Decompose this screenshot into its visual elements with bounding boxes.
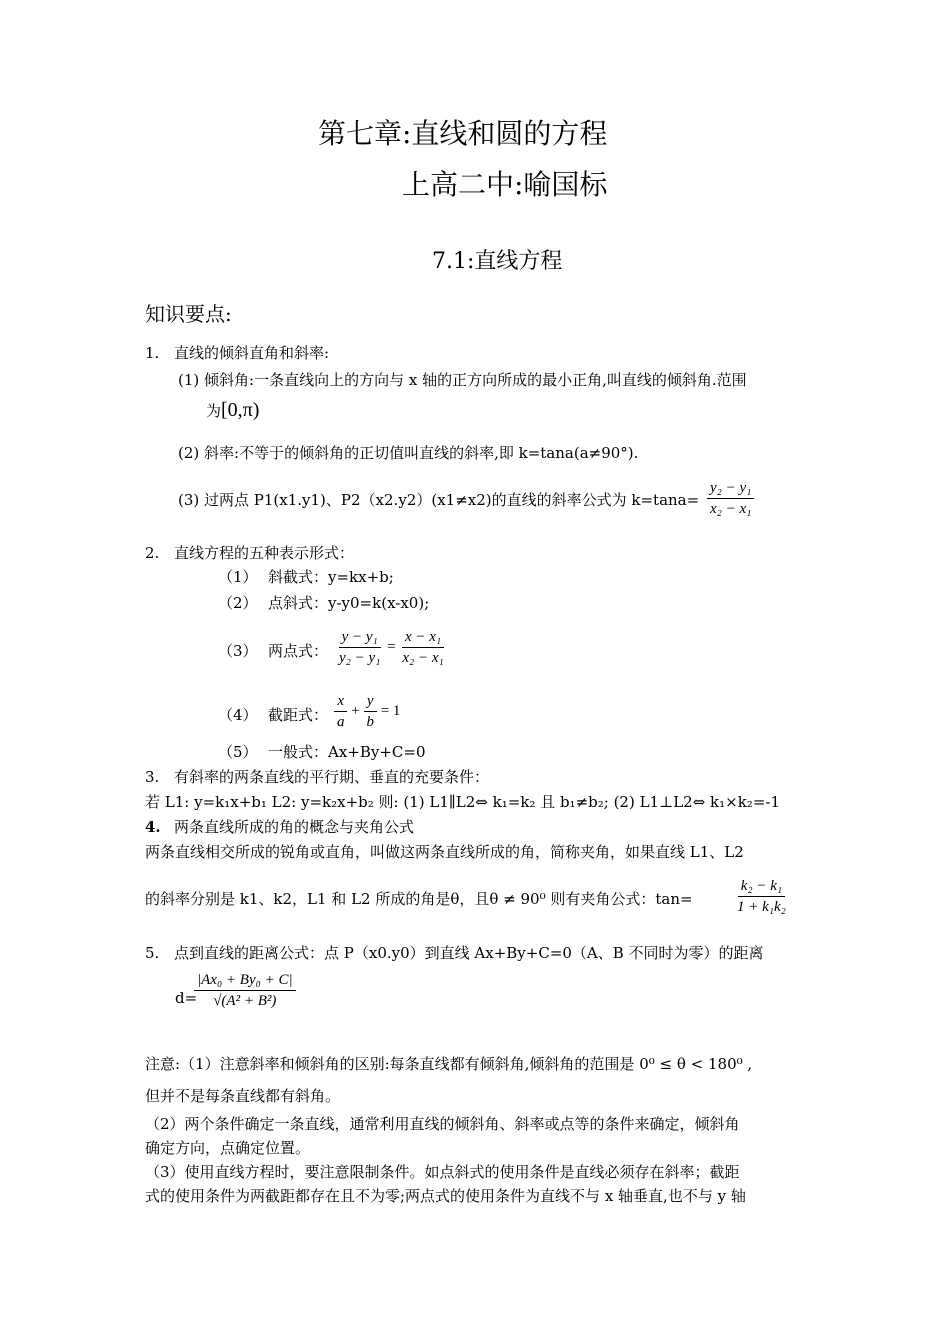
form-3-right-num: x − x₁ (402, 627, 444, 648)
form-4-intercept: 截距式： (268, 706, 329, 724)
distance-denominator: √(A² + B²) (213, 993, 277, 1009)
point-3-heading: 有斜率的两条直线的平行期、垂直的充要条件： (174, 768, 490, 786)
angle-def-line-1: 两条直线相交所成的锐角或直角，叫做这两条直线所成的角，简称夹角，如果直线 L1、L2 (145, 843, 744, 861)
angle-def-line-2: 的斜率分别是 k1、k2，L1 和 L2 所成的角是θ，且θ ≠ 90⁰ 则有夹角公式：tan= (145, 890, 693, 908)
slope-def: (2) 斜率:不等于的倾斜角的正切值叫直线的斜率,即 k=tana(a≠90°). (178, 444, 639, 462)
point-2-heading: 直线方程的五种表示形式： (174, 544, 355, 562)
point-2-number: 2. (145, 544, 160, 562)
note-1: 注意:（1）注意斜率和倾斜角的区别:每条直线都有倾斜角,倾斜角的范围是 0⁰ ≤ θ < 180⁰ , (145, 1055, 753, 1073)
chapter-title: 第七章:直线和圆的方程 (318, 117, 608, 150)
note-3: （3）使用直线方程时，要注意限制条件。如点斜式的使用条件是直线必须存在斜率；截距 (145, 1163, 740, 1181)
form-5-number: （5） (218, 743, 258, 761)
incline-range-prefix: 为 (206, 402, 222, 420)
form-1-number: （1） (218, 568, 258, 586)
angle-formula-denominator: 1 + k₁k₂ (737, 899, 786, 915)
incline-range-math: [0,π) (221, 399, 260, 421)
two-point-slope-fraction (707, 478, 754, 519)
form-3-equation (336, 627, 447, 668)
point-4-heading: 两条直线所成的角的概念与夹角公式 (174, 818, 415, 836)
form-3-left-den: y₂ − y₁ (339, 650, 381, 666)
point-3-number: 3. (145, 768, 160, 786)
form-4-plus: + (351, 702, 360, 719)
form-4-b-den: b (366, 714, 374, 730)
form-4-number: （4） (218, 706, 258, 724)
form-5-general: 一般式：Ax+By+C=0 (268, 743, 426, 761)
point-1-number: 1. (145, 344, 160, 362)
distance-d-label: d= (175, 989, 198, 1007)
form-4-x-num: x (334, 691, 347, 712)
form-1-slope-intercept: 斜截式：y=kx+b; (268, 568, 394, 586)
form-3-equals: = (387, 638, 396, 655)
two-point-slope-text: (3) 过两点 P1(x1.y1)、P2（x2.y2）(x1≠x2)的直线的斜率公式为 k=tana= (178, 491, 700, 509)
section-title: 7.1:直线方程 (432, 249, 563, 274)
point-1-heading: 直线的倾斜直角和斜率: (174, 344, 330, 362)
author-line: 上高二中:喻国标 (402, 168, 608, 201)
note-2-continued: 确定方向，点确定位置。 (145, 1139, 311, 1157)
note-3-continued: 式的使用条件为两截距都存在且不为零;两点式的使用条件为直线不与 x 轴垂直,也不与 y 轴 (145, 1187, 746, 1205)
form-3-two-point: 两点式： (268, 642, 329, 660)
form-4-y-num: y (364, 691, 377, 712)
form-2-number: （2） (218, 594, 258, 612)
incline-angle-def: (1) 倾斜角:一条直线向上的方向与 x 轴的正方向所成的最小正角,叫直线的倾斜角.范围 (178, 371, 747, 389)
form-3-right-den: x₂ − x₁ (402, 650, 444, 666)
distance-numerator: |Ax₀ + By₀ + C| (194, 970, 296, 991)
form-4-a-den: a (337, 714, 345, 730)
knowledge-heading: 知识要点: (145, 302, 232, 326)
form-2-point-slope: 点斜式：y-y0=k(x-x0); (268, 594, 430, 612)
form-3-number: （3） (218, 642, 258, 660)
note-2: （2）两个条件确定一条直线，通常利用直线的倾斜角、斜率或点等的条件来确定，倾斜角 (145, 1115, 740, 1133)
parallel-perpendicular-conditions: 若 L1: y=k₁x+b₁ L2: y=k₂x+b₂ 则: (1) L1∥L2⇔ k₁=k₂ 且 b₁≠b₂; (2) L1⊥L2⇔ k₁×k₂=-1 (145, 793, 780, 811)
point-4-number: 4. (145, 818, 161, 836)
slope-fraction-numerator: y₂ − y₁ (707, 478, 754, 499)
point-5-heading: 点到直线的距离公式：点 P（x0.y0）到直线 Ax+By+C=0（A、B 不同时为零）的距离 (174, 944, 764, 962)
form-3-left-num: y − y₁ (339, 627, 381, 648)
note-1-continued: 但并不是每条直线都有斜角。 (145, 1087, 341, 1105)
slope-fraction-denominator: x₂ − x₁ (710, 501, 752, 517)
incline-range (206, 400, 259, 421)
angle-formula-fraction (734, 876, 789, 917)
form-4-equals-one: = 1 (380, 702, 401, 719)
angle-formula-numerator: k₂ − k₁ (738, 876, 785, 897)
point-5-number: 5. (145, 944, 160, 962)
form-4-equation (334, 691, 400, 732)
distance-formula (194, 970, 296, 1011)
